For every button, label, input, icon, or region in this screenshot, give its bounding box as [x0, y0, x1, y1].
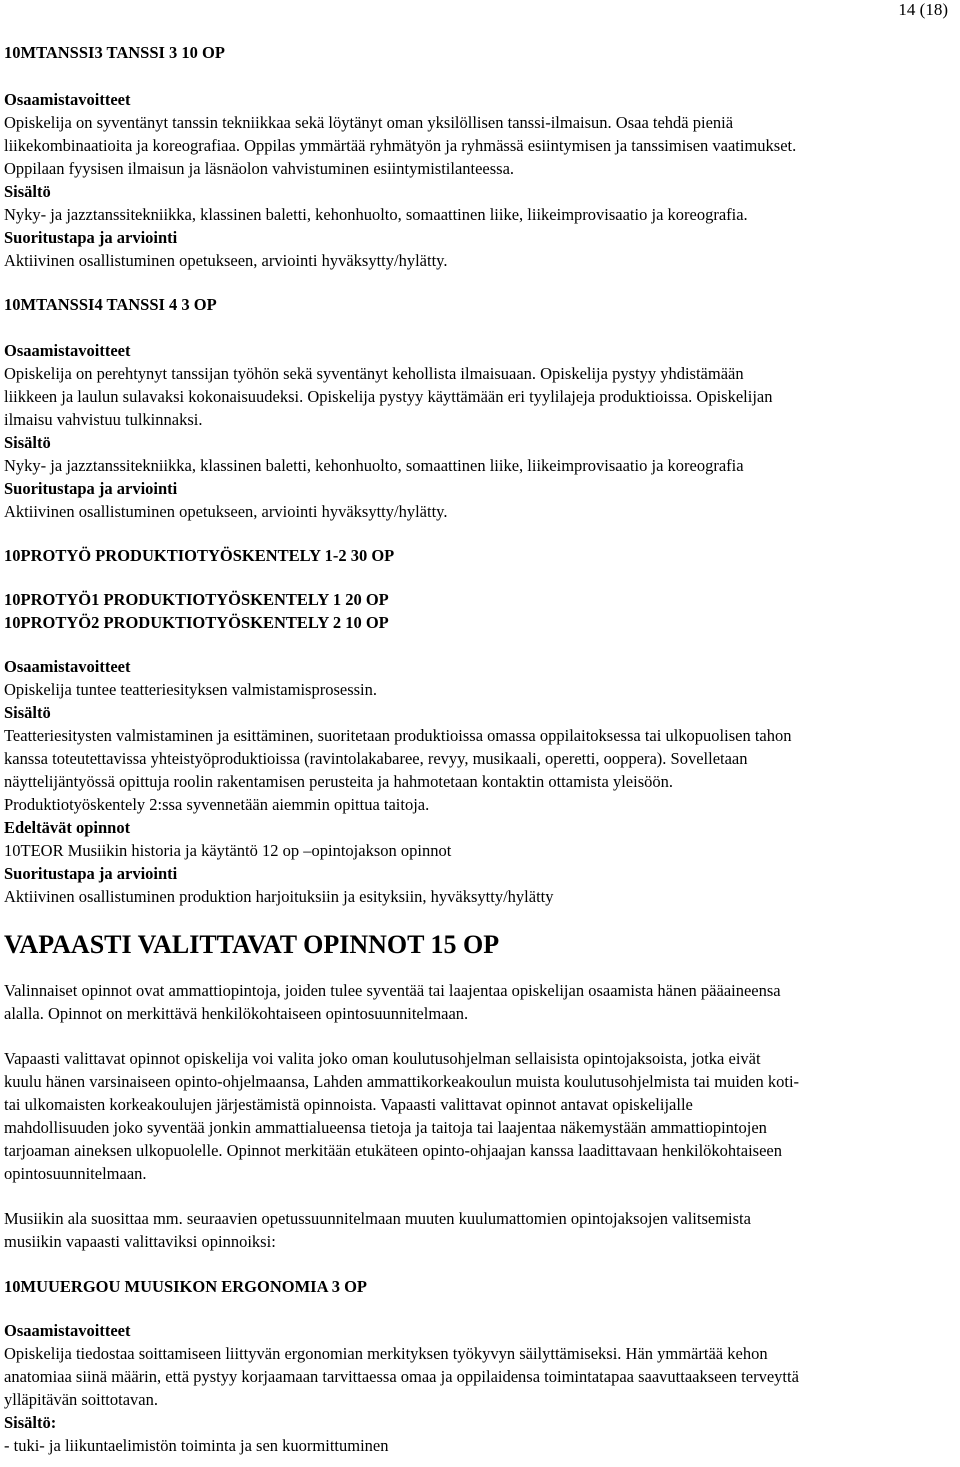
goals-line: ylläpitävän soittotavan. [4, 1390, 158, 1409]
assessment-label: Suoritustapa ja arviointi [4, 479, 178, 498]
course-heading-tanssi4: 10MTANSSI4 TANSSI 4 3 OP [4, 295, 217, 314]
paragraph-line: tarjoaman aineksen ulkopuolelle. Opinnot merkitään etukäteen opinto-ohjaajan kanssa laadittavaan henkilökohtaiseen [4, 1141, 782, 1160]
goals-line: Opiskelija tiedostaa soittamiseen liittyvän ergonomian merkityksen työkyvyn säilyttämiseksi. Hän ymmärtää kehon [4, 1344, 768, 1363]
goals-line: Opiskelija on perehtynyt tanssijan työhön sekä syventänyt kehollista ilmaisuaan. Opiskelija pystyy yhdistämään [4, 364, 744, 383]
paragraph-line: tai ulkomaisten korkeakoulujen järjestämistä opinnoista. Vapaasti valittavat opinnot antavat opiskelijalle [4, 1095, 693, 1114]
goals-text: Opiskelija tuntee teatteriesityksen valmistamisprosessin. [4, 680, 378, 699]
content-label: Sisältö: [4, 1413, 57, 1432]
assessment-label: Suoritustapa ja arviointi [4, 864, 178, 883]
course-heading-ergonomia: 10MUUERGOU MUUSIKON ERGONOMIA 3 OP [4, 1277, 367, 1296]
goals-label: Osaamistavoitteet [4, 341, 131, 360]
assessment-text: Aktiivinen osallistuminen opetukseen, arviointi hyväksytty/hylätty. [4, 251, 448, 270]
assessment-label: Suoritustapa ja arviointi [4, 228, 178, 247]
goals-label: Osaamistavoitteet [4, 90, 131, 109]
content-text: - tuki- ja liikuntaelimistön toiminta ja sen kuormittuminen [4, 1436, 389, 1455]
paragraph-line: alalla. Opinnot on merkittävä henkilökohtaiseen opintosuunnitelmaan. [4, 1004, 469, 1023]
content-line: näyttelijäntyössä opittuja roolin rakentamisen perusteita ja hahmotetaan kontaktin ottamista yleisöön. [4, 772, 673, 791]
goals-label: Osaamistavoitteet [4, 657, 131, 676]
content-line: Produktiotyöskentely 2:ssa syvennetään aiemmin opittua taitoja. [4, 795, 430, 814]
content-text: Nyky- ja jazztanssitekniikka, klassinen baletti, kehonhuolto, somaattinen liike, liikeimprovisaatio ja koreografia. [4, 205, 748, 224]
course-subheading-protyo2: 10PROTYÖ2 PRODUKTIOTYÖSKENTELY 2 10 OP [4, 613, 389, 632]
paragraph-line: Musiikin ala suosittaa mm. seuraavien opetussuunnitelmaan muuten kuulumattomien opintojaksojen valitsemista [4, 1209, 751, 1228]
content-text: Nyky- ja jazztanssitekniikka, klassinen baletti, kehonhuolto, somaattinen liike, liikeimprovisaatio ja koreografia [4, 456, 744, 475]
page-content [4, 41, 954, 1457]
paragraph-line: mahdollisuuden joko syventää jonkin ammattialueensa tietoja ja taitoja tai laajentaa näkemystään ammattiopintojen [4, 1118, 767, 1137]
paragraph-line: kuulu hänen varsinaiseen opinto-ohjelmaansa, Lahden ammattikorkeakoulun muista koulutusohjelmista tai muiden koti- [4, 1072, 800, 1091]
paragraph-line: opintosuunnitelmaan. [4, 1164, 147, 1183]
goals-label: Osaamistavoitteet [4, 1321, 131, 1340]
content-label: Sisältö [4, 703, 51, 722]
goals-line: anatomiaa siinä määrin, että pystyy korjaamaan tarvittaessa omaa ja oppilaidensa toimintatapaa saavuttaakseen terveyttä [4, 1367, 799, 1386]
paragraph-line: Valinnaiset opinnot ovat ammattiopintoja, joiden tulee syventää tai laajentaa opiskelijan osaamista hänen pääaineensa [4, 981, 781, 1000]
goals-line: liikekombinaatioita ja koreografiaa. Oppilas ymmärtää ryhmätyön ja ryhmässä esiintymisen ja tanssimisen vaatimukset. [4, 136, 797, 155]
goals-line: Opiskelija on syventänyt tanssin tekniikkaa sekä löytänyt oman yksilöllisen tanssi-ilmaisun. Osaa tehdä pieniä [4, 113, 734, 132]
goals-line: ilmaisu vahvistuu tulkinnaksi. [4, 410, 203, 429]
section-heading-vapaasti: VAPAASTI VALITTAVAT OPINNOT 15 OP [4, 930, 500, 959]
course-heading-protyo: 10PROTYÖ PRODUKTIOTYÖSKENTELY 1-2 30 OP [4, 546, 395, 565]
prereq-text: 10TEOR Musiikin historia ja käytäntö 12 op –opintojakson opinnot [4, 841, 452, 860]
course-heading-tanssi3: 10MTANSSI3 TANSSI 3 10 OP [4, 43, 225, 62]
course-subheading-protyo1: 10PROTYÖ1 PRODUKTIOTYÖSKENTELY 1 20 OP [4, 590, 389, 609]
goals-line: Oppilaan fyysisen ilmaisun ja läsnäolon vahvistuminen esiintymistilanteessa. [4, 159, 515, 178]
paragraph-line: musiikin vapaasti valittaviksi opinnoiksi: [4, 1232, 276, 1251]
assessment-text: Aktiivinen osallistuminen produktion harjoituksiin ja esityksiin, hyväksytty/hylätty [4, 887, 554, 906]
content-line: Teatteriesitysten valmistaminen ja esittäminen, suoritetaan produktioissa omassa oppilaitoksessa tai ulkopuolisen tahon [4, 726, 792, 745]
paragraph-line: Vapaasti valittavat opinnot opiskelija voi valita joko oman koulutusohjelman sellaisista opintojaksoista, jotka eivät [4, 1049, 761, 1068]
goals-line: liikkeen ja laulun sulavaksi kokonaisuudeksi. Opiskelija pystyy käyttämään eri tyylilajeja produktioissa. Opiskelijan [4, 387, 773, 406]
prereq-label: Edeltävät opinnot [4, 818, 131, 837]
assessment-text: Aktiivinen osallistuminen opetukseen, arviointi hyväksytty/hylätty. [4, 502, 448, 521]
page-number: 14 (18) [898, 0, 948, 19]
content-line: kanssa toteutettavissa yhteistyöproduktioissa (ravintolakabaree, revyy, musikaali, operetti, ooppera). Sovelletaan [4, 749, 748, 768]
content-label: Sisältö [4, 433, 51, 452]
content-label: Sisältö [4, 182, 51, 201]
